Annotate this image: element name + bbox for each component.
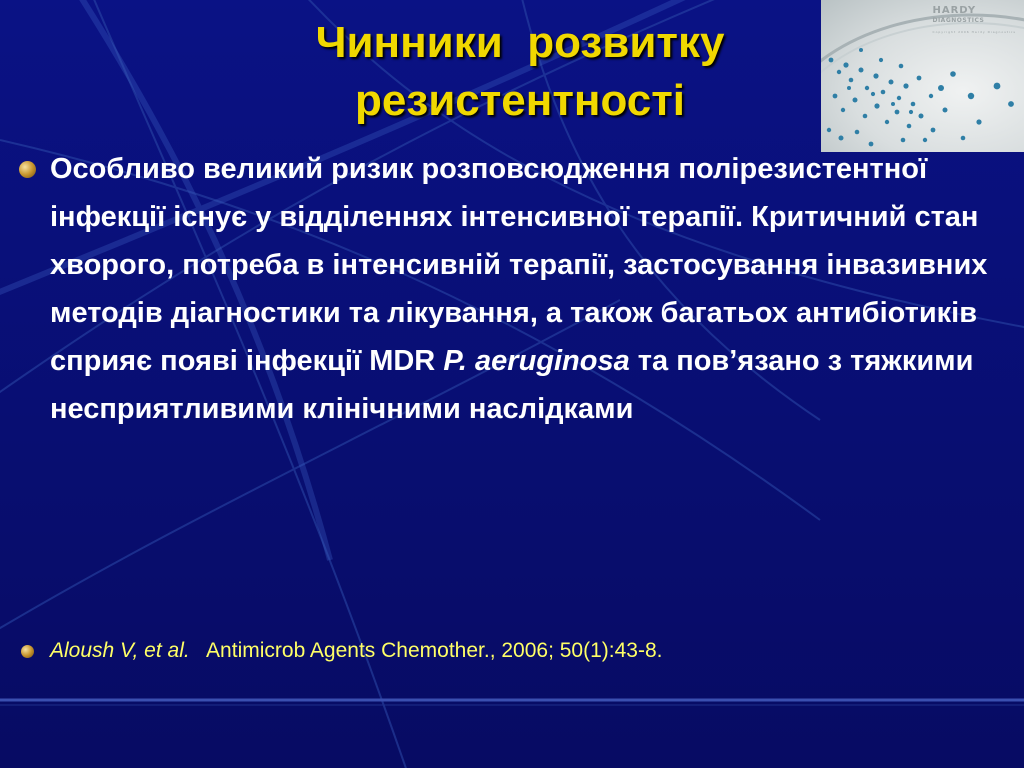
petri-dish-photo [821,0,1024,152]
logo-brand: HARDY [932,5,977,16]
logo-fine-print: Copyright 2006 Hardy Diagnostics [932,30,1016,34]
main-paragraph [50,145,1005,433]
species-name: P. aeruginosa [443,345,630,377]
main-paragraph-part2: та пов’язано з тяжкими несприятливими клінічними наслідками [50,345,974,425]
reference-line [50,636,662,666]
slide-title [180,14,860,130]
title-line-2: резистентності [355,76,685,125]
reference-citation: Antimicrob Agents Chemother., 2006; 50(1):43-8. [189,639,663,662]
bullet-1-icon [19,161,36,178]
logo-sub: DIAGNOSTICS [932,17,985,24]
hardy-diagnostics-logo [932,6,1016,37]
reference-authors: Aloush V, et al. [50,639,190,662]
main-paragraph-part1: Особливо великий ризик розповсюдження полірезистентної інфекції існує у відділеннях інтенсивної терапії. Критичний стан хворого, потреба в інтенсивній терапії, застосування інвазивних методів діагностики та лікування, а також багатьох антибіотиків сприяє появі інфекції MDR [50,153,988,377]
bullet-2-icon [21,645,34,658]
title-line-1: Чинники розвитку [315,18,725,67]
